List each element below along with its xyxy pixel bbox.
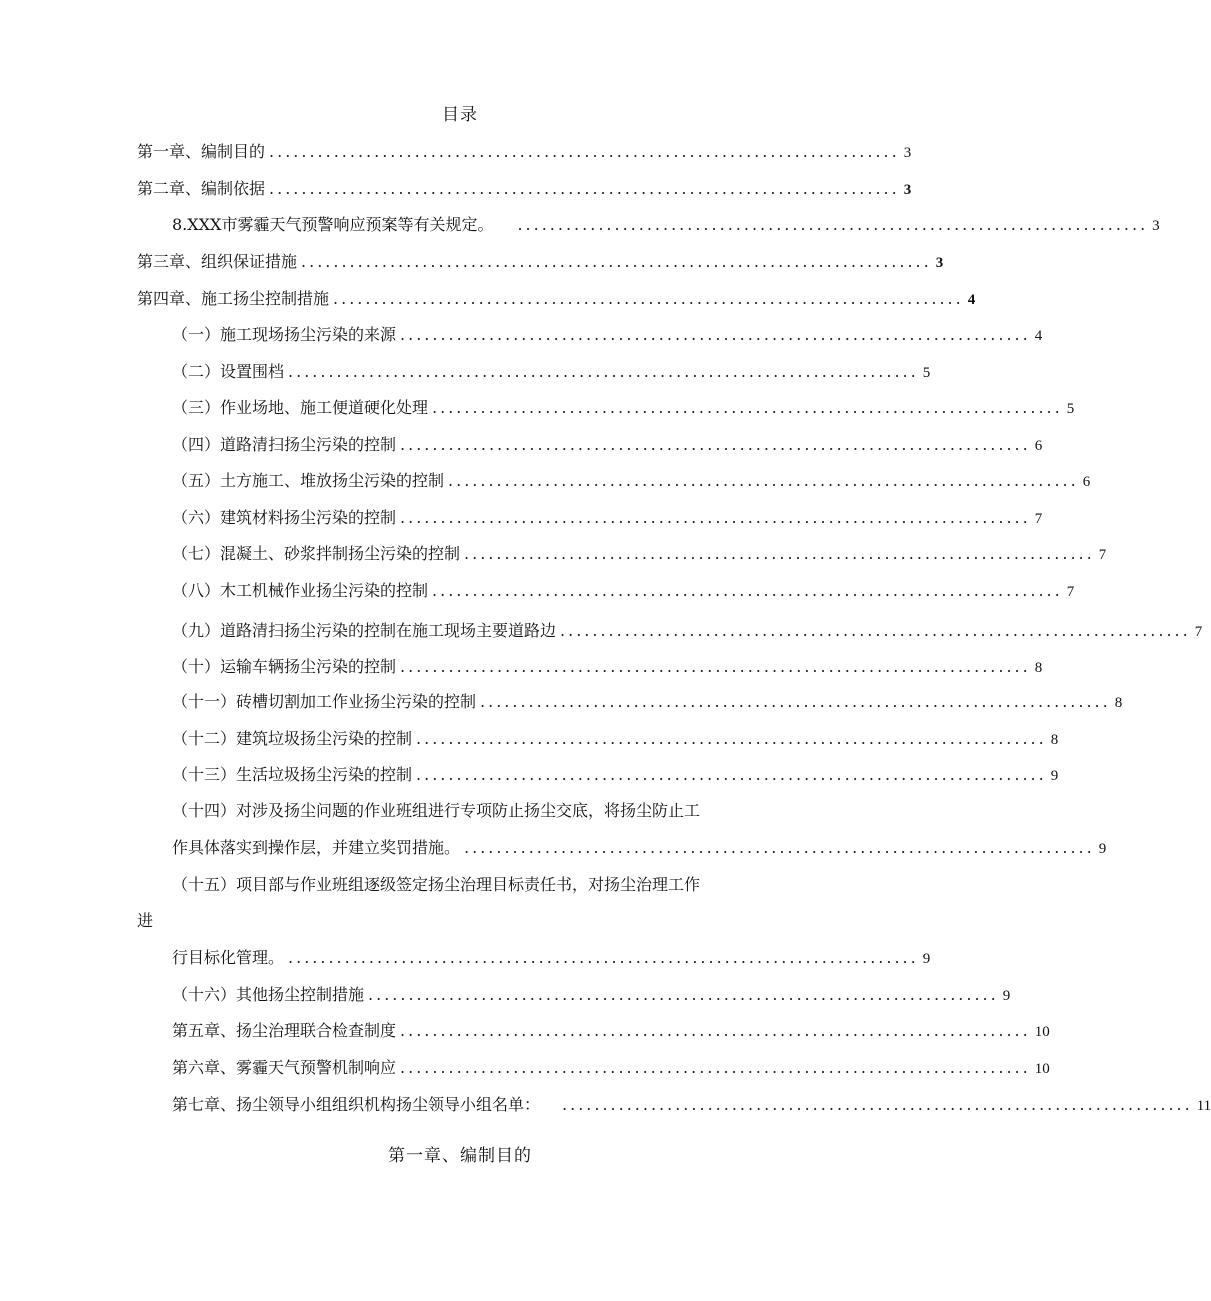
chapter-heading: 第一章、编制目的 [388, 1146, 532, 1166]
toc-entry-label: （五）土方施工、堆放扬尘污染的控制 [172, 471, 445, 490]
toc-entry-label: 第三章、组织保证措施 [137, 252, 298, 271]
toc-entry-label: （十三）生活垃圾扬尘污染的控制 [172, 765, 413, 784]
toc-entry[interactable] [172, 1018, 1050, 1041]
toc-entry-label: （六）建筑材料扬尘污染的控制 [172, 508, 397, 527]
toc-title: 目录 [442, 105, 478, 125]
toc-entry-page: 7 [1034, 511, 1043, 527]
toc-entry-label: 第一章、编制目的 [137, 142, 266, 161]
toc-leader-dots: .............................................................................. [400, 657, 1031, 676]
toc-entry-line: （十五）项目部与作业班组逐级签定扬尘治理目标责任书，对扬尘治理工作 [172, 875, 701, 894]
toc-entry-page: 8 [1034, 660, 1043, 676]
toc-entry[interactable] [172, 578, 1075, 601]
toc-entry[interactable] [172, 689, 1123, 712]
toc-entry-line: 进 [137, 911, 154, 930]
toc-entry-label: （十一）砖槽切割加工作业扬尘污染的控制 [172, 692, 477, 711]
toc-entry[interactable] [172, 1092, 1211, 1115]
toc-entry-label: （十六）其他扬尘控制措施 [172, 985, 365, 1004]
toc-entry-page: 3 [903, 182, 912, 198]
toc-entry-label: （四）道路清扫扬尘污染的控制 [172, 435, 397, 454]
toc-entry[interactable] [172, 982, 1011, 1005]
toc-leader-dots: .............................................................................. [269, 142, 900, 161]
toc-entry-page: 3 [1152, 218, 1160, 234]
toc-entry[interactable] [172, 654, 1043, 677]
toc-leader-dots: .............................................................................. [416, 765, 1047, 784]
toc-leader-dots: .............................................................................. [288, 948, 919, 967]
toc-entry[interactable] [172, 505, 1043, 528]
toc-leader-dots: .............................................................................. [400, 1021, 1031, 1040]
toc-entry-page: 7 [1194, 624, 1203, 640]
toc-entry-page: 5 [1066, 401, 1075, 417]
toc-entry-page: 4 [967, 292, 976, 308]
toc-leader-dots: .............................................................................. [368, 985, 999, 1004]
toc-leader-dots: .............................................................................. [432, 398, 1063, 417]
toc-leader-dots: .............................................................................. [517, 215, 1149, 234]
toc-entry[interactable] [172, 1055, 1050, 1078]
toc-entry-label: （二）设置围档 [172, 362, 285, 381]
toc-leader-dots: .............................................................................. [562, 1095, 1193, 1114]
toc-entry-page: 10 [1034, 1061, 1050, 1077]
toc-leader-dots: .............................................................................. [288, 362, 919, 381]
toc-entry[interactable] [172, 468, 1091, 491]
toc-entry-label: 第二章、编制依据 [137, 179, 266, 198]
toc-entry-label: （八）木工机械作业扬尘污染的控制 [172, 581, 429, 600]
toc-entry-label: 作具体落实到操作层，并建立奖罚措施。 [172, 838, 461, 857]
toc-entry-page: 3 [935, 255, 944, 271]
toc-entry[interactable] [172, 618, 1203, 641]
toc-entry-page: 8 [1050, 732, 1059, 748]
toc-leader-dots: .............................................................................. [448, 471, 1079, 490]
toc-entry[interactable] [172, 945, 931, 968]
toc-leader-dots: .............................................................................. [333, 289, 964, 308]
toc-entry-page: 9 [1098, 841, 1107, 857]
toc-leader-dots: .............................................................................. [416, 729, 1047, 748]
toc-leader-dots: .............................................................................. [400, 1058, 1031, 1077]
toc-entry[interactable] [137, 249, 944, 272]
toc-entry[interactable] [172, 212, 1160, 235]
toc-entry-page: 4 [1034, 328, 1043, 344]
toc-entry-label: 第六章、雾霾天气预警机制响应 [172, 1058, 397, 1077]
toc-entry-page: 6 [1034, 438, 1043, 454]
toc-entry[interactable] [172, 726, 1059, 749]
toc-entry-page: 3 [903, 145, 912, 161]
toc-leader-dots: .............................................................................. [400, 508, 1031, 527]
toc-leader-dots: .............................................................................. [464, 544, 1095, 563]
toc-entry-page: 7 [1098, 547, 1107, 563]
toc-leader-dots: .............................................................................. [464, 838, 1095, 857]
toc-entry-label: （一）施工现场扬尘污染的来源 [172, 325, 397, 344]
toc-entry-label: 第七章、扬尘领导小组组织机构扬尘领导小组名单： [172, 1095, 541, 1114]
toc-leader-dots: .............................................................................. [432, 581, 1063, 600]
toc-entry[interactable] [172, 322, 1043, 345]
toc-entry-label: （十）运输车辆扬尘污染的控制 [172, 657, 397, 676]
toc-entry[interactable] [172, 432, 1043, 455]
toc-entry-label: 行目标化管理。 [172, 948, 285, 967]
toc-entry-page: 7 [1066, 584, 1075, 600]
toc-entry-page: 5 [922, 365, 931, 381]
toc-entry-line: （十四）对涉及扬尘问题的作业班组进行专项防止扬尘交底，将扬尘防止工 [172, 801, 701, 820]
toc-entry[interactable] [137, 176, 912, 199]
toc-leader-dots: .............................................................................. [301, 252, 932, 271]
toc-entry-label: 第四章、施工扬尘控制措施 [137, 289, 330, 308]
toc-entry-page: 8 [1114, 695, 1123, 711]
toc-entry-label: 第五章、扬尘治理联合检查制度 [172, 1021, 397, 1040]
toc-entry[interactable] [172, 835, 1107, 858]
toc-entry-page: 6 [1082, 474, 1091, 490]
toc-entry-page: 11 [1196, 1098, 1211, 1114]
toc-entry-label: 8.XXX市雾霾天气预警响应预案等有关规定。 [172, 215, 494, 234]
toc-entry-page: 9 [1050, 768, 1059, 784]
toc-entry-label: （九）道路清扫扬尘污染的控制在施工现场主要道路边 [172, 621, 557, 640]
toc-entry[interactable] [172, 395, 1075, 418]
toc-entry-label: （七）混凝土、砂浆拌制扬尘污染的控制 [172, 544, 461, 563]
toc-leader-dots: .............................................................................. [400, 435, 1031, 454]
toc-entry-page: 9 [922, 951, 931, 967]
toc-leader-dots: .............................................................................. [560, 621, 1191, 640]
toc-entry[interactable] [137, 139, 912, 162]
toc-entry[interactable] [172, 359, 931, 382]
toc-entry[interactable] [137, 286, 976, 309]
toc-leader-dots: .............................................................................. [269, 179, 900, 198]
toc-entry-page: 10 [1034, 1024, 1050, 1040]
toc-leader-dots: .............................................................................. [400, 325, 1031, 344]
toc-entry[interactable] [172, 762, 1059, 785]
toc-entry-label: （十二）建筑垃圾扬尘污染的控制 [172, 729, 413, 748]
toc-entry-label: （三）作业场地、施工便道硬化处理 [172, 398, 429, 417]
toc-entry[interactable] [172, 541, 1107, 564]
toc-entry-page: 9 [1002, 988, 1011, 1004]
toc-leader-dots: .............................................................................. [480, 692, 1111, 711]
